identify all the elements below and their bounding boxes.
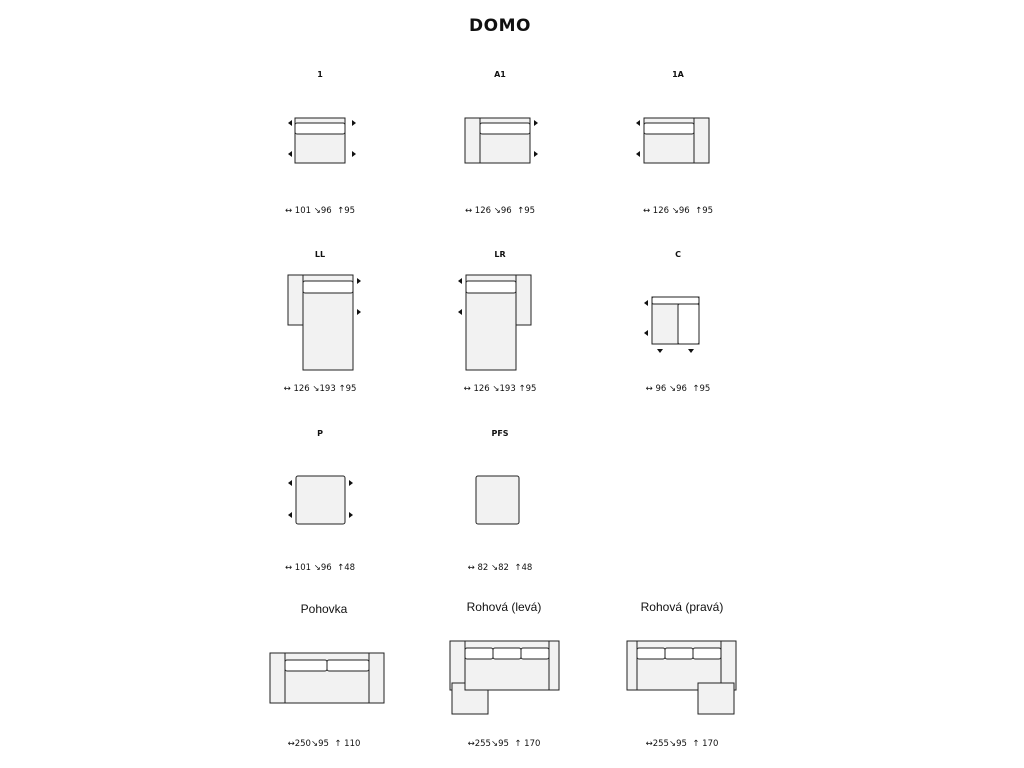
page-title: DOMO xyxy=(469,16,531,36)
module-label: 1 xyxy=(317,70,323,79)
sofa-rohova-leva-drawing xyxy=(414,638,594,718)
module-dims: ↔ 126 ↘193 ↑95 xyxy=(283,384,357,394)
sofa-label: Rohová (pravá) xyxy=(640,600,724,614)
sofa-dims: ↔255↘95 ↑ 170 xyxy=(645,739,719,749)
module-ll-drawing xyxy=(230,272,410,372)
module-label: A1 xyxy=(494,70,506,79)
module-label: LR xyxy=(494,250,506,259)
sofa-label: Pohovka xyxy=(300,602,348,616)
sofa-dims: ↔255↘95 ↑ 170 xyxy=(467,739,541,749)
module-1-drawing xyxy=(230,115,410,165)
module-pfs-drawing xyxy=(410,473,590,527)
module-1a-drawing xyxy=(588,115,768,165)
module-label: LL xyxy=(314,250,326,259)
sofa-label: Rohová (levá) xyxy=(466,600,542,614)
module-label: PFS xyxy=(491,429,509,438)
module-p-drawing xyxy=(230,473,410,527)
module-label: 1A xyxy=(672,70,684,79)
sofa-dims: ↔250↘95 ↑ 110 xyxy=(287,739,361,749)
module-label: P xyxy=(317,429,323,438)
module-c-drawing xyxy=(588,294,768,356)
module-dims: ↔ 126 ↘96 ↑95 xyxy=(642,206,714,216)
module-dims: ↔ 101 ↘96 ↑95 xyxy=(284,206,356,216)
module-lr-drawing xyxy=(410,272,590,372)
module-dims: ↔ 126 ↘96 ↑95 xyxy=(464,206,536,216)
module-a1-drawing xyxy=(410,115,590,165)
module-dims: ↔ 101 ↘96 ↑48 xyxy=(284,563,356,573)
module-label: C xyxy=(675,250,681,259)
module-dims: ↔ 82 ↘82 ↑48 xyxy=(467,563,533,573)
module-dims: ↔ 96 ↘96 ↑95 xyxy=(645,384,711,394)
sofa-rohova-prava-drawing xyxy=(592,638,772,718)
sofa-pohovka-drawing xyxy=(234,650,414,706)
module-dims: ↔ 126 ↘193 ↑95 xyxy=(463,384,537,394)
